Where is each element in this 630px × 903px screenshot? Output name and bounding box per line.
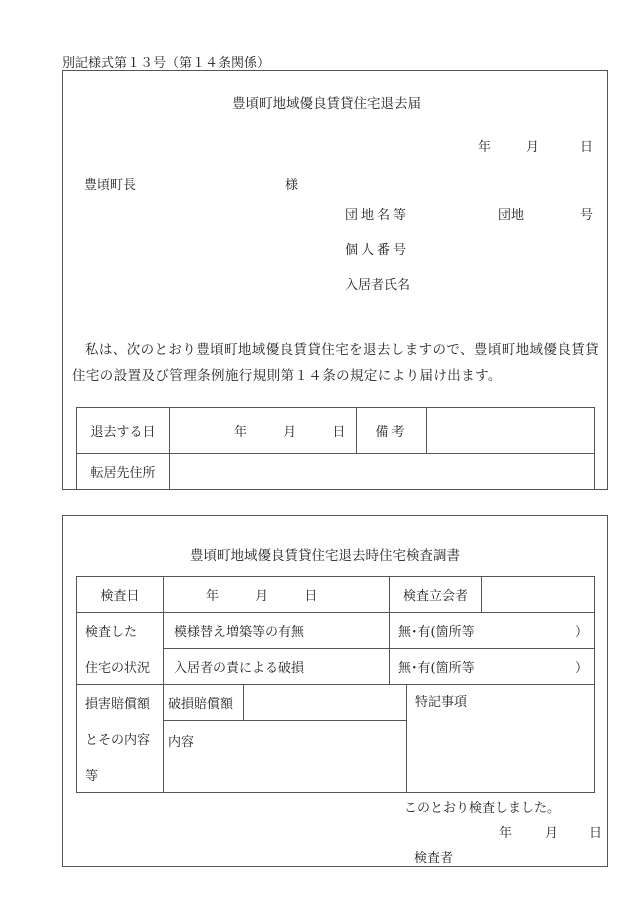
witness-cell[interactable]: [482, 577, 595, 613]
complex-label: 団地名等: [345, 208, 410, 223]
notice-date-month: 月: [526, 140, 540, 155]
move-out-table: [76, 407, 595, 490]
remodel-value: 無･有(箇所等: [398, 625, 475, 640]
move-out-date-cell[interactable]: [170, 408, 357, 454]
inspection-month: 月: [255, 589, 269, 604]
tenant-name-label: 入居者氏名: [345, 278, 411, 293]
notice-title: 豊頃町地域優良賃貸住宅退去届: [232, 96, 421, 112]
notice-date-year: 年: [478, 140, 492, 155]
new-address-label: 転居先住所: [77, 454, 170, 490]
footer-date-month: 月: [545, 826, 559, 841]
remarks-label: 備考: [357, 408, 427, 454]
condition-label-2: 住宅の状況: [77, 649, 164, 685]
witness-label: 検査立会者: [390, 577, 482, 613]
id-number-label: 個人番号: [345, 243, 410, 258]
inspection-day: 日: [304, 589, 318, 604]
compensation-label-2: とその内容: [77, 721, 164, 757]
compensation-label-3: 等: [77, 757, 164, 793]
notice-body: 私は、次のとおり豊頃町地域優良賃貸住宅を退去しますので、豊頃町地域優良賃貸住宅の設置及び管理条例施行規則第１４条の規定により届け出ます。: [72, 342, 600, 384]
footer-date-day: 日: [589, 826, 603, 841]
inspection-date-label: 検査日: [77, 577, 164, 613]
remodel-cell[interactable]: [390, 613, 595, 649]
move-out-month: 月: [283, 425, 297, 440]
unit-suffix: 号: [580, 208, 594, 223]
remodel-label: 模様替え増築等の有無: [164, 613, 390, 649]
addressee: 豊頃町長: [84, 178, 137, 193]
compensation-label-1: 損害賠償額: [77, 685, 164, 721]
footer-date-year: 年: [499, 826, 513, 841]
move-out-year: 年: [234, 425, 248, 440]
notice-date-day: 日: [580, 140, 594, 155]
inspection-year: 年: [206, 589, 220, 604]
condition-label-1: 検査した: [77, 613, 164, 649]
inspector-label: 検査者: [414, 851, 454, 866]
compensation-amount-label: 破損賠償額: [164, 685, 244, 721]
move-out-day: 日: [332, 425, 346, 440]
complex-value: 団地: [498, 208, 525, 223]
confirmation-text: このとおり検査しました。: [404, 801, 561, 816]
honorific: 様: [285, 178, 299, 193]
remarks-cell[interactable]: [427, 408, 595, 454]
inspection-table: [76, 576, 595, 793]
details-cell[interactable]: [164, 721, 407, 793]
damage-close-paren: ）: [574, 661, 588, 676]
compensation-amount-cell[interactable]: [244, 685, 407, 721]
inspection-title: 豊頃町地域優良賃貸住宅退去時住宅検査調書: [190, 548, 460, 564]
new-address-cell[interactable]: [170, 454, 595, 490]
form-number: 別記様式第１３号（第１４条関係）: [62, 56, 271, 71]
special-notes-cell[interactable]: [407, 685, 595, 793]
special-notes-label: 特記事項: [415, 695, 468, 710]
damage-value: 無･有(箇所等: [398, 661, 475, 676]
move-out-date-label: 退去する日: [77, 408, 170, 454]
damage-label: 入居者の責による破損: [164, 649, 390, 685]
remodel-close-paren: ）: [574, 625, 588, 640]
damage-cell[interactable]: [390, 649, 595, 685]
inspection-date-cell[interactable]: [164, 577, 390, 613]
details-label: 内容: [168, 735, 195, 750]
